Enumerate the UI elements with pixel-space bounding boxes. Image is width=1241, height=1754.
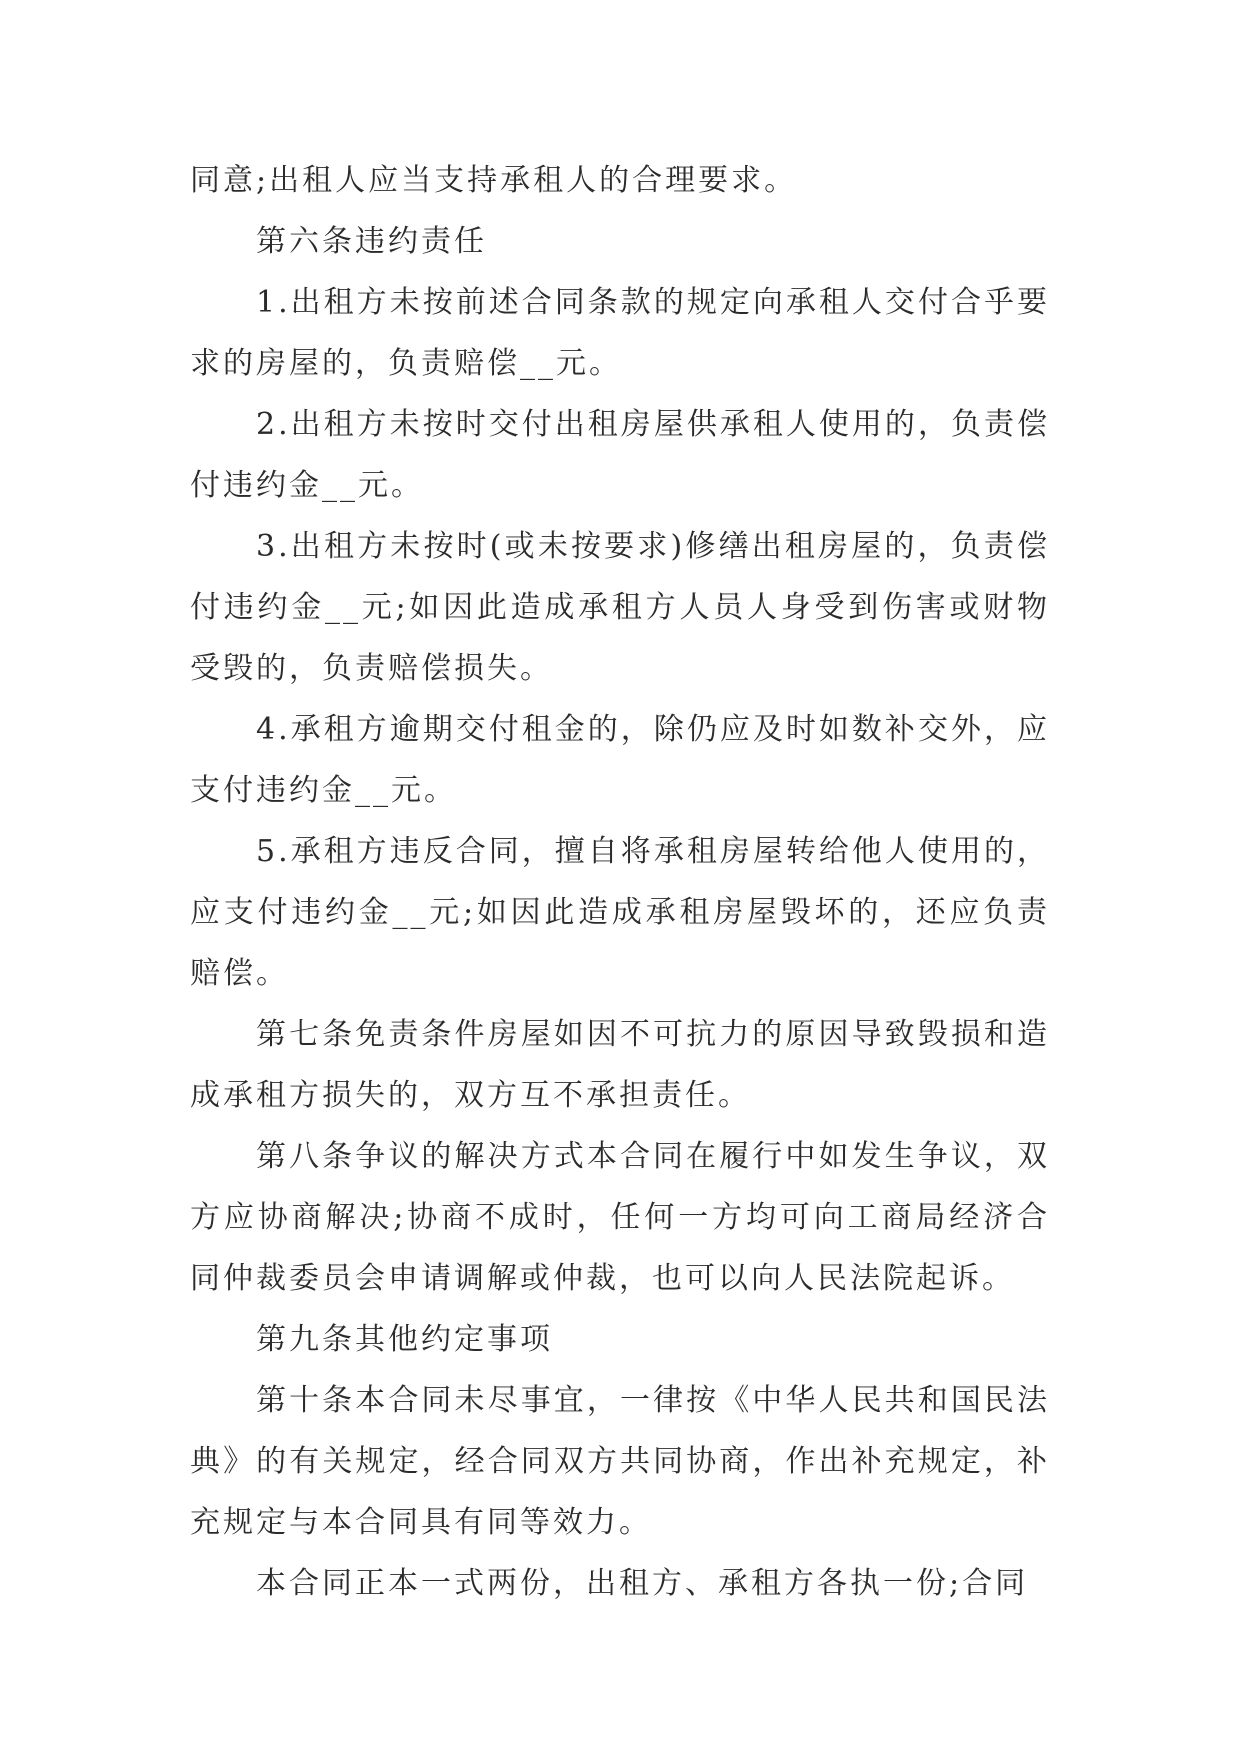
heading-article-9: 第九条其他约定事项: [256, 1322, 553, 1357]
article-7-paragraph: 第七条免责条件房屋如因不可抗力的原因导致毁损和造成承租方损失的，双方互不承担责任。: [190, 1017, 1050, 1113]
closing-paragraph: 本合同正本一式两份，出租方、承租方各执一份;合同: [256, 1566, 1029, 1601]
document-body: [190, 150, 1050, 1614]
article-10-paragraph: 第十条本合同未尽事宜，一律按《中华人民共和国民法典》的有关规定，经合同双方共同协商，作出补充规定，补充规定与本合同具有同等效力。: [190, 1383, 1050, 1540]
paragraph-continuation: 同意;出租人应当支持承租人的合理要求。: [190, 163, 798, 198]
clause-6-5: 5.承租方违反合同，擅自将承租房屋转给他人使用的，应支付违约金__元;如因此造成承租房屋毁坏的，还应负责赔偿。: [190, 834, 1050, 991]
clause-6-1: 1.出租方未按前述合同条款的规定向承租人交付合乎要求的房屋的，负责赔偿__元。: [190, 285, 1050, 381]
heading-article-6: 第六条违约责任: [256, 224, 487, 259]
clause-6-3: 3.出租方未按时(或未按要求)修缮出租房屋的，负责偿付违约金__元;如因此造成承租方人员人身受到伤害或财物受毁的，负责赔偿损失。: [190, 529, 1050, 686]
clause-6-2: 2.出租方未按时交付出租房屋供承租人使用的，负责偿付违约金__元。: [190, 407, 1050, 503]
article-8-paragraph: 第八条争议的解决方式本合同在履行中如发生争议，双方应协商解决;协商不成时，任何一方均可向工商局经济合同仲裁委员会申请调解或仲裁，也可以向人民法院起诉。: [190, 1139, 1050, 1296]
clause-6-4: 4.承租方逾期交付租金的，除仍应及时如数补交外，应支付违约金__元。: [190, 712, 1050, 808]
